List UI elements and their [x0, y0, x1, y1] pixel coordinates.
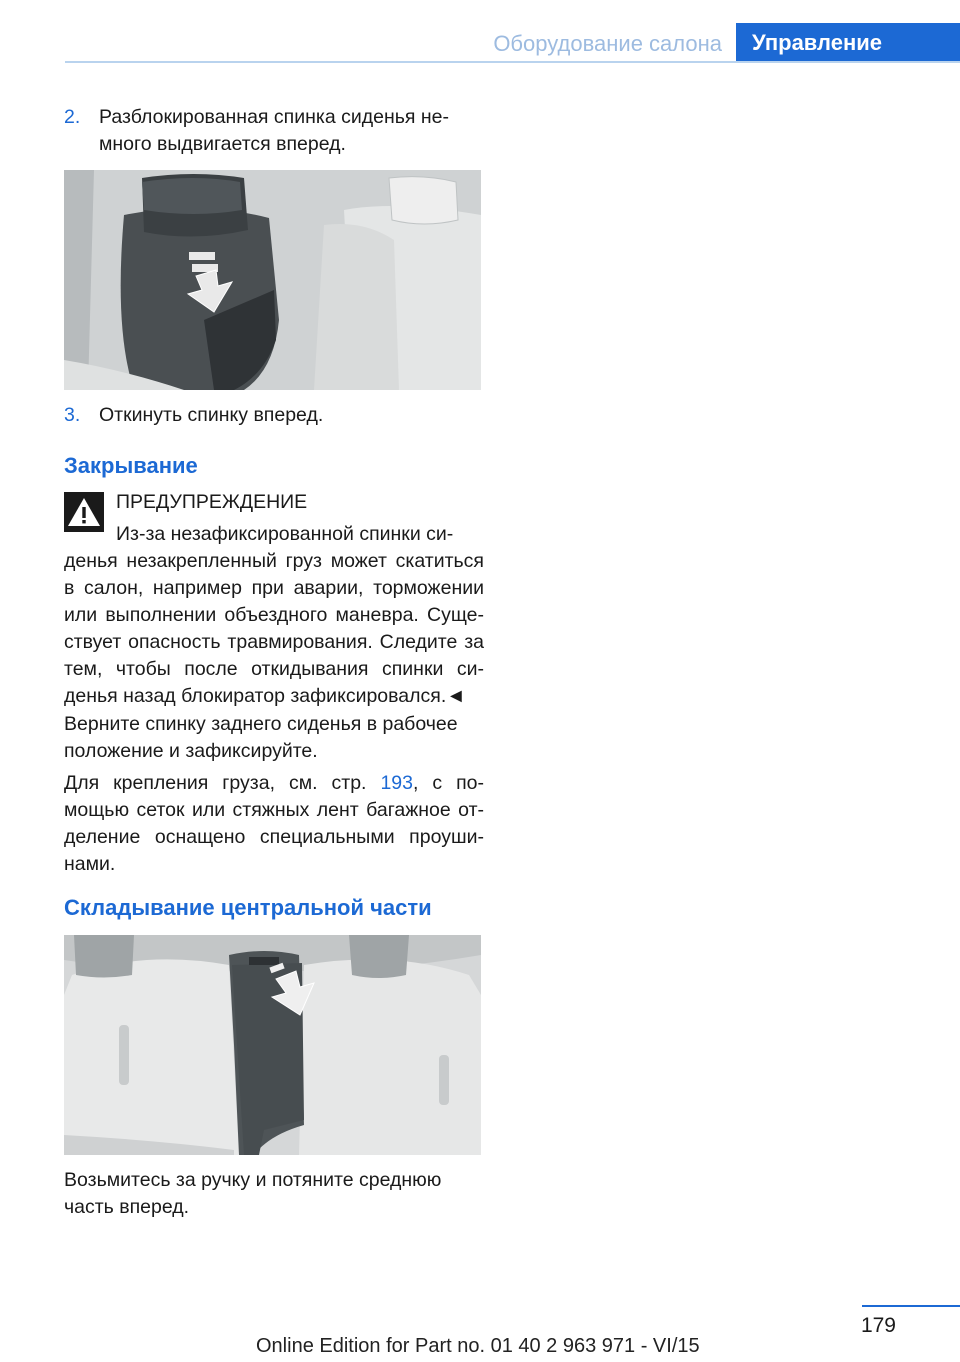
paragraph-cargo [64, 770, 484, 878]
edition-note: Online Edition for Part no. 01 40 2 963 971 - VI/15 [256, 1335, 700, 1357]
running-header-chapter: Управление [736, 23, 960, 63]
center-fold-image [64, 935, 481, 1155]
footer-rule [862, 1305, 960, 1307]
seat-back-unlock-image [64, 170, 481, 390]
step-number: 3. [64, 404, 81, 426]
step-text: Откинуть спинку вперед. [99, 404, 324, 426]
warning-text-first-line: Из-за незафиксированной спинки си- [116, 523, 454, 545]
paragraph: Верните спинку заднего сиденья в рабочее положение и зафиксируйте. [64, 713, 458, 762]
page-reference-link[interactable]: 193 [380, 772, 413, 794]
instruction-text: Возьмитесь за ручку и потяните среднюю часть вперед. [64, 1169, 442, 1218]
seat-back-unlock-illustration [64, 170, 481, 390]
step-item [64, 104, 482, 158]
warning-text: денья незакрепленный груз может скатиться в салон, например при аварии, торможении или выполнении объездного маневра. Суще-ствует опасность травмирования. Следите за тем, чтобы после откидывания спинки си-денья назад блокиратор зафиксировался.◄ [64, 550, 484, 707]
paragraph-text: , с по-мощью сеток или стяжных лент багажное от-деление оснащено специальными проуши-нами. [64, 772, 484, 875]
section-heading-center-fold: Складывание центральной части [64, 895, 432, 920]
warning-icon [64, 492, 104, 532]
paragraph-text: Для крепления груза, см. стр. [64, 772, 381, 794]
step-text: Разблокированная спинка сиденья не- много выдвигается вперед. [99, 106, 449, 155]
center-fold-illustration [64, 935, 481, 1155]
step-number: 2. [64, 106, 81, 128]
page-number: 179 [860, 1314, 896, 1337]
step-item [64, 402, 482, 429]
section-heading-closing: Закрывание [64, 453, 198, 478]
warning-title: ПРЕДУПРЕЖДЕНИЕ [116, 491, 308, 513]
running-header-section: Оборудование салона [493, 31, 722, 56]
header-rule [65, 61, 960, 63]
